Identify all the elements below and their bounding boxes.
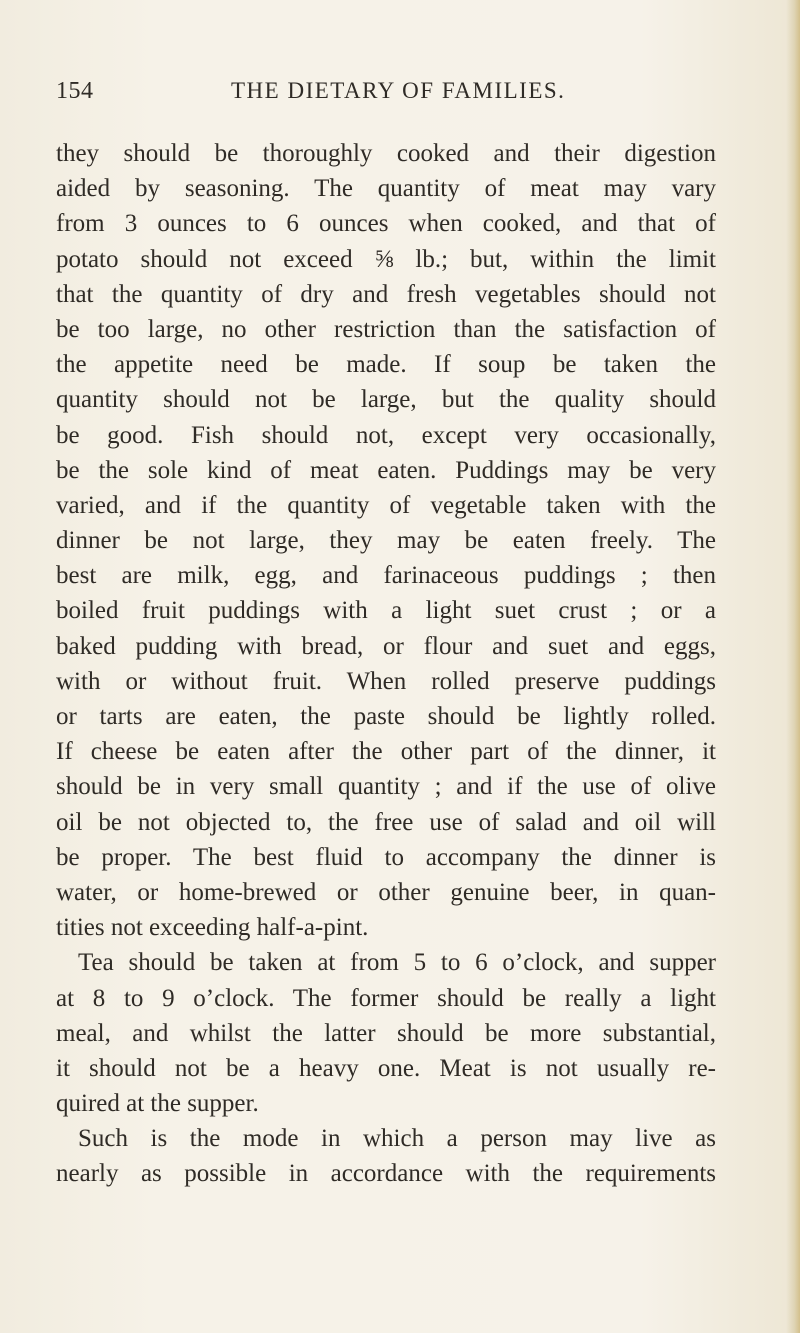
- text-line: Such is the mode in which a person may live as: [78, 1125, 716, 1153]
- body-text: [56, 136, 716, 1192]
- text-line: aided by seasoning. The quantity of meat may vary: [56, 175, 716, 203]
- text-line: Tea should be taken at from 5 to 6 o’clock, and supper: [78, 949, 716, 977]
- text-line: be proper. The best fluid to accompany the dinner is: [56, 843, 716, 871]
- text-line: be good. Fish should not, except very occasionally,: [56, 421, 716, 449]
- running-head: THE DIETARY OF FAMILIES.: [231, 78, 566, 103]
- text-line: the appetite need be made. If soup be taken the: [56, 351, 716, 379]
- text-line: baked pudding with bread, or flour and suet and eggs,: [56, 632, 716, 660]
- text-line: be too large, no other restriction than the satisfaction of: [56, 315, 716, 343]
- text-line: water, or home-brewed or other genuine beer, in quan-: [56, 878, 716, 906]
- text-line: that the quantity of dry and fresh vegetables should not: [56, 280, 716, 308]
- text-line: varied, and if the quantity of vegetable taken with the: [56, 491, 716, 519]
- page-number: 154: [56, 78, 94, 104]
- text-line: oil be not objected to, the free use of salad and oil will: [56, 808, 716, 836]
- text-line: with or without fruit. When rolled preserve puddings: [56, 667, 716, 695]
- text-line: or tarts are eaten, the paste should be lightly rolled.: [56, 703, 716, 730]
- text-line: quired at the supper.: [56, 1090, 259, 1118]
- text-line: nearly as possible in accordance with the requirements: [56, 1160, 716, 1188]
- text-line: from 3 ounces to 6 ounces when cooked, and that of: [56, 210, 716, 238]
- text-line: If cheese be eaten after the other part of the dinner, it: [56, 738, 716, 766]
- text-line: tities not exceeding half-a-pint.: [56, 914, 369, 942]
- page-edge-shadow: [786, 0, 800, 1333]
- text-line: best are milk, egg, and farinaceous puddings ; then: [56, 562, 716, 590]
- text-line: potato should not exceed ⅝ lb.; but, within the limit: [56, 245, 716, 273]
- text-line: boiled fruit puddings with a light suet crust ; or a: [56, 597, 716, 625]
- text-line: be the sole kind of meat eaten. Puddings may be very: [56, 456, 716, 484]
- text-line: it should not be a heavy one. Meat is not usually re-: [56, 1054, 716, 1082]
- text-line: dinner be not large, they may be eaten freely. The: [56, 527, 716, 555]
- text-line: quantity should not be large, but the quality should: [56, 386, 716, 414]
- text-line: should be in very small quantity ; and if the use of olive: [56, 773, 716, 801]
- text-line: at 8 to 9 o’clock. The former should be really a light: [56, 984, 716, 1012]
- text-line: they should be thoroughly cooked and their digestion: [56, 140, 716, 167]
- page-header: [56, 78, 756, 108]
- text-line: meal, and whilst the latter should be more substantial,: [56, 1019, 716, 1047]
